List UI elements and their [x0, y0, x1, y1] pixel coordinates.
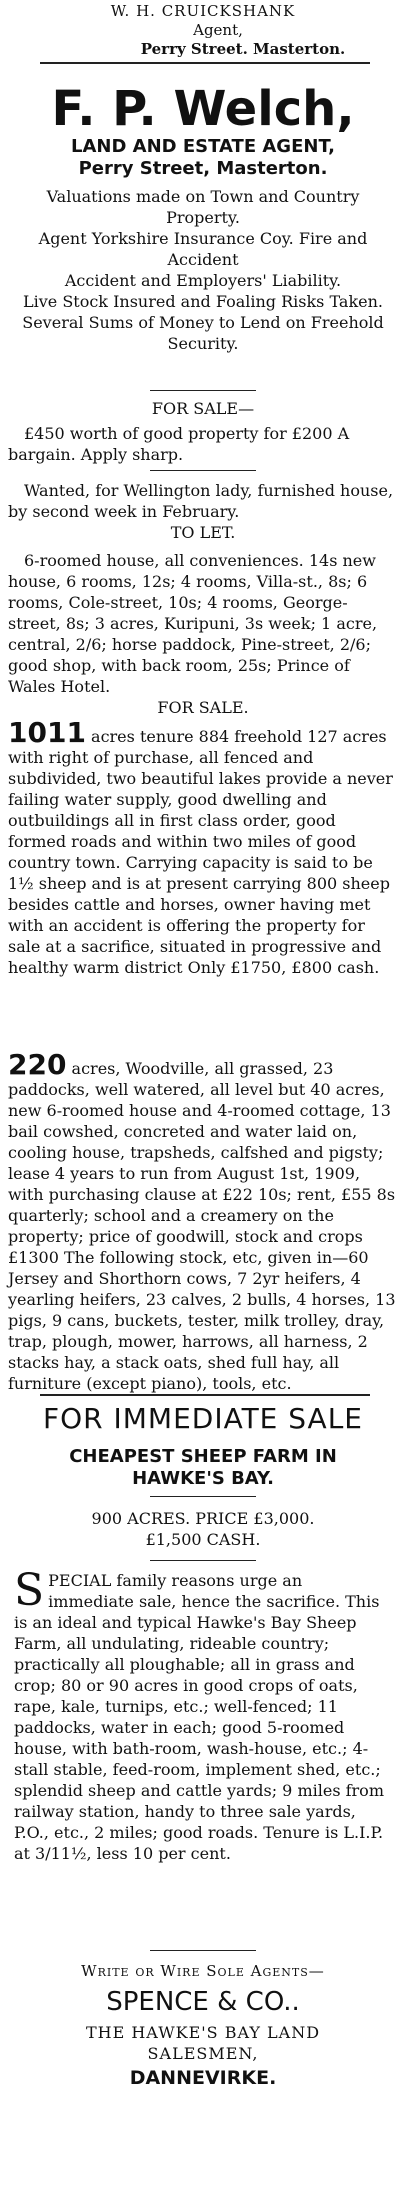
spence-footer — [0, 1960, 406, 2090]
dropcap-letter: S — [14, 1565, 45, 1616]
agent-role: Agent, — [193, 21, 243, 39]
short-rule — [150, 1950, 256, 1951]
service-line: Accident and Employers' Liability. — [64, 271, 342, 290]
welch-title: LAND AND ESTATE AGENT, — [70, 136, 335, 157]
firm-description: THE HAWKE'S BAY LAND SALESMEN, — [85, 2023, 321, 2063]
firm-town: DANNEVIRKE. — [129, 2067, 277, 2089]
for-sale-text: £450 worth of good property for £200 A bargain. Apply sharp. — [8, 424, 350, 464]
service-line: Live Stock Insured and Foaling Risks Taken. — [22, 292, 383, 311]
welch-title-block — [0, 136, 406, 180]
cruickshank-header — [0, 2, 406, 59]
to-let-text: 6-roomed house, all conveniences. 14s new house, 6 rooms, 12s; 4 rooms, Villa-st., 8s; 6 rooms, Cole-street, 10s; 4 rooms, George-street, 8s; 3 acres, Kuripuni, 3s week; 1 acre, central, 2/6; horse paddock, Pine-street, 2/6; good shop, with back room, 25s; Prince of Wales Hotel. — [8, 551, 378, 696]
agent-address: Perry Street. Masterton. — [140, 40, 346, 58]
wanted-section — [8, 480, 398, 543]
immediate-sale-headline: FOR IMMEDIATE SALE — [43, 1402, 363, 1435]
property-2-number: 220 — [8, 1048, 67, 1081]
property-1 — [8, 716, 398, 978]
welch-address: Perry Street, Masterton. — [78, 158, 328, 179]
spence-body-text: PECIAL family reasons urge an immediate sale, hence the sacrifice. This is an ideal and typical Hawke's Bay Sheep Farm, all undulating, rideable country; practically all ploughable; all in grass and crop; 80 or 90 acres in good crops of oats, rape, kale, turnips, etc.; well-fenced; 11 paddocks, water in each; good 5-roomed house, with bath-room, wash-house, etc.; 4-stall stable, feed-room, implement shed, etc.; splendid sheep and cattle yards; 9 miles from railway station, handy to three sale yards, P.O., etc., 2 miles; good roads. Tenure is L.I.P. at 3/11½, less 10 per cent. — [14, 1571, 384, 1863]
welch-name: F. P. Welch, — [51, 81, 355, 137]
spence-headline-block — [0, 1402, 406, 1436]
agent-name: W. H. CRUICKSHANK — [110, 2, 296, 20]
service-line: Agent Yorkshire Insurance Coy. Fire and Accident — [38, 229, 368, 269]
spence-body — [14, 1565, 392, 1864]
for-sale-heading: FOR SALE— — [151, 399, 255, 418]
wanted-text: Wanted, for Wellington lady, furnished house, by second week in February. — [8, 481, 394, 521]
property-1-number: 1011 — [8, 716, 86, 749]
service-line: Valuations made on Town and Country Property. — [46, 187, 360, 227]
to-let-heading: TO LET. — [170, 523, 236, 542]
service-line: Several Sums of Money to Lend on Freehold Security. — [22, 313, 384, 353]
short-rule — [150, 1496, 256, 1497]
firm-name: SPENCE & CO.. — [106, 1987, 300, 2017]
short-rule — [150, 1560, 256, 1561]
property-2 — [8, 1048, 398, 1394]
for-sale-2-heading: FOR SALE. — [157, 698, 249, 717]
short-rule — [150, 470, 256, 471]
divider-rule — [40, 1394, 370, 1396]
write-line: Write or Wire Sole Agents— — [81, 1962, 325, 1980]
to-let-section — [8, 550, 398, 718]
divider-rule — [40, 62, 370, 64]
for-sale-1-section — [8, 398, 398, 465]
price-block — [0, 1508, 406, 1550]
spence-subhead-block — [0, 1446, 406, 1490]
short-rule — [150, 390, 256, 391]
acres-price: 900 ACRES. PRICE £3,000. — [91, 1509, 315, 1528]
cash-price: £1,500 CASH. — [145, 1530, 261, 1549]
property-2-text: acres, Woodville, all grassed, 23 paddocks, well watered, all level but 40 acres, new 6-roomed house and 4-roomed cottage, 13 bail cowshed, concreted and water laid on, cooling house, trapsheds, calfshed and pigsty; lease 4 years to run from August 1st, 1909, with purchasing clause at £22 10s; rent, £55 8s quarterly; school and a creamery on the property; price of goodwill, stock and crops £1300 The following stock, etc, given in—60 Jersey and Shorthorn cows, 7 2yr heifers, 4 yearling heifers, 23 calves, 2 bulls, 4 horses, 13 pigs, 9 cans, buckets, tester, milk trolley, dray, trap, plough, mower, harrows, all harness, 2 stacks hay, a stack oats, shed full hay, all furniture (except piano), tools, etc. — [8, 1059, 396, 1393]
property-1-text: acres tenure 884 freehold 127 acres with right of purchase, all fenced and subdivided, two beautiful lakes provide a never failing water supply, good dwelling and outbuildings all in first class order, good formed roads and within two miles of good country town. Carrying capacity is said to be 1½ sheep and is at present carrying 800 sheep besides cattle and horses, owner having met with an accident is offering the property for sale at a sacrifice, situated in progressive and healthy warm district Only £1750, £800 cash. — [8, 727, 393, 977]
cheapest-subhead: CHEAPEST SHEEP FARM IN HAWKE'S BAY. — [69, 1446, 337, 1489]
welch-services — [8, 186, 398, 354]
